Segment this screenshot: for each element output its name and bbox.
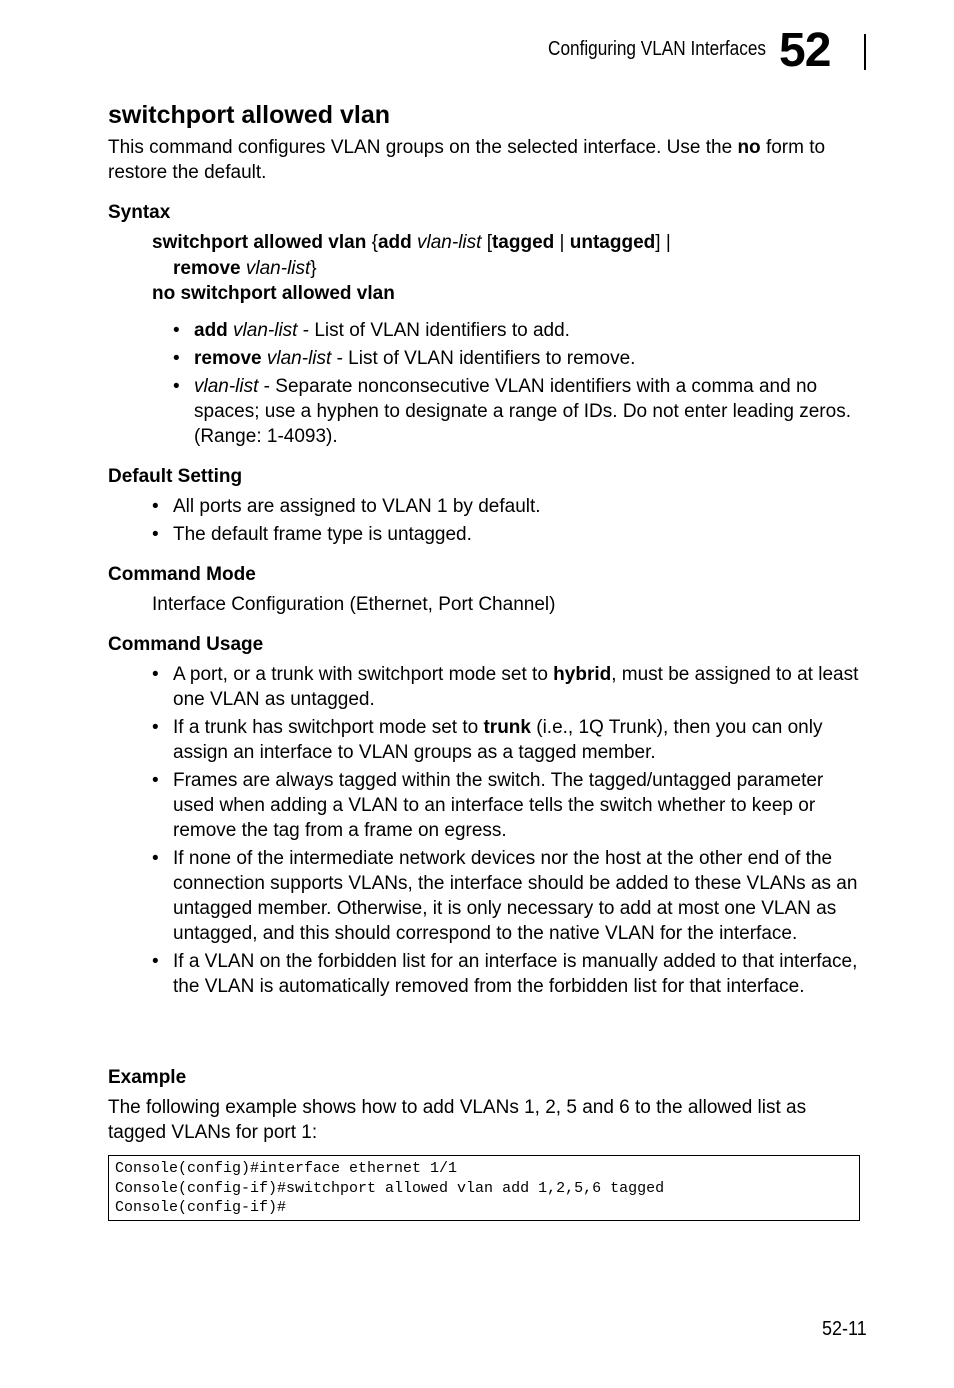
syntax-token: } [310,258,317,279]
list-item: • vlan-list - Separate nonconsecutive VLAN identifiers with a comma and no spaces; use a hyphen to designate a range of IDs. Do not enter leading zeros. (Range: 1-4093). [173,374,868,449]
syntax-line-1 [152,230,671,255]
intro-text-end: form to restore the default. [108,137,826,183]
code-line: Console(config)#interface ethernet 1/1 [115,1160,458,1177]
syntax-arg: vlan-list [240,258,311,279]
code-line: Console(config-if)# [115,1199,287,1216]
syntax-token: ] | [655,232,671,253]
syntax-keyword-remove: remove [173,258,241,279]
chapter-number: 52 [779,24,831,77]
page-title: switchport allowed vlan [108,101,390,129]
syntax-token: | [554,232,570,253]
syntax-arg: vlan-list [411,232,482,253]
syntax-token: [ [481,232,492,253]
syntax-keyword-add: add [377,232,412,253]
page-number: 52-11 [822,1318,867,1340]
command-usage-heading: Command Usage [108,634,264,655]
syntax-keyword-tagged: tagged [491,232,555,253]
command-mode-text: Interface Configuration (Ethernet, Port Channel) [152,594,556,615]
syntax-params-list [173,318,868,452]
syntax-keyword-untagged: untagged [569,232,656,253]
intro-keyword: no [737,137,761,158]
list-item: • All ports are assigned to VLAN 1 by default. [152,494,868,519]
syntax-token: { [366,232,378,253]
intro-paragraph [108,135,868,185]
syntax-no-command: no switchport allowed vlan [152,283,395,304]
code-line: Console(config-if)#switchport allowed vlan add 1,2,5,6 tagged [115,1179,665,1197]
command-mode-heading: Command Mode [108,564,256,585]
list-item: • The default frame type is untagged. [152,522,868,547]
example-heading: Example [108,1067,187,1088]
list-item: • A port, or a trunk with switchport mode set to hybrid, must be assigned to at least one VLAN as untagged. [152,662,868,712]
command-usage-list [152,662,868,1002]
list-item: • Frames are always tagged within the switch. The tagged/untagged parameter used when adding a VLAN to an interface tells the switch whether to keep or remove the tag from a frame on egress. [152,768,868,843]
list-item: • If none of the intermediate network devices nor the host at the other end of the connection supports VLANs, the interface should be added to these VLANs as an untagged member. Otherwise, it is only necessary to add at most one VLAN as untagged, and this should correspond to the native VLAN for the interface. [152,846,868,946]
example-text: The following example shows how to add VLANs 1, 2, 5 and 6 to the allowed list as tagged VLANs for port 1: [108,1097,807,1143]
list-item: • If a trunk has switchport mode set to trunk (i.e., 1Q Trunk), then you can only assign an interface to VLAN groups as a tagged member. [152,715,868,765]
syntax-heading: Syntax [108,202,171,223]
running-header-title: Configuring VLAN Interfaces [548,38,766,60]
list-item: • If a VLAN on the forbidden list for an interface is manually added to that interface, the VLAN is automatically removed from the forbidden list for that interface. [152,949,868,999]
list-item: • add vlan-list - List of VLAN identifiers to add. [173,318,868,343]
header-rule [864,34,866,70]
list-item: • remove vlan-list - List of VLAN identifiers to remove. [173,346,868,371]
intro-text: This command configures VLAN groups on the selected interface. Use the [108,137,738,158]
syntax-command: switchport allowed vlan [152,232,367,253]
syntax-line-3 [152,281,395,306]
code-block [108,1155,860,1221]
default-setting-heading: Default Setting [108,466,243,487]
syntax-line-2 [173,256,317,281]
default-setting-list [152,494,868,550]
